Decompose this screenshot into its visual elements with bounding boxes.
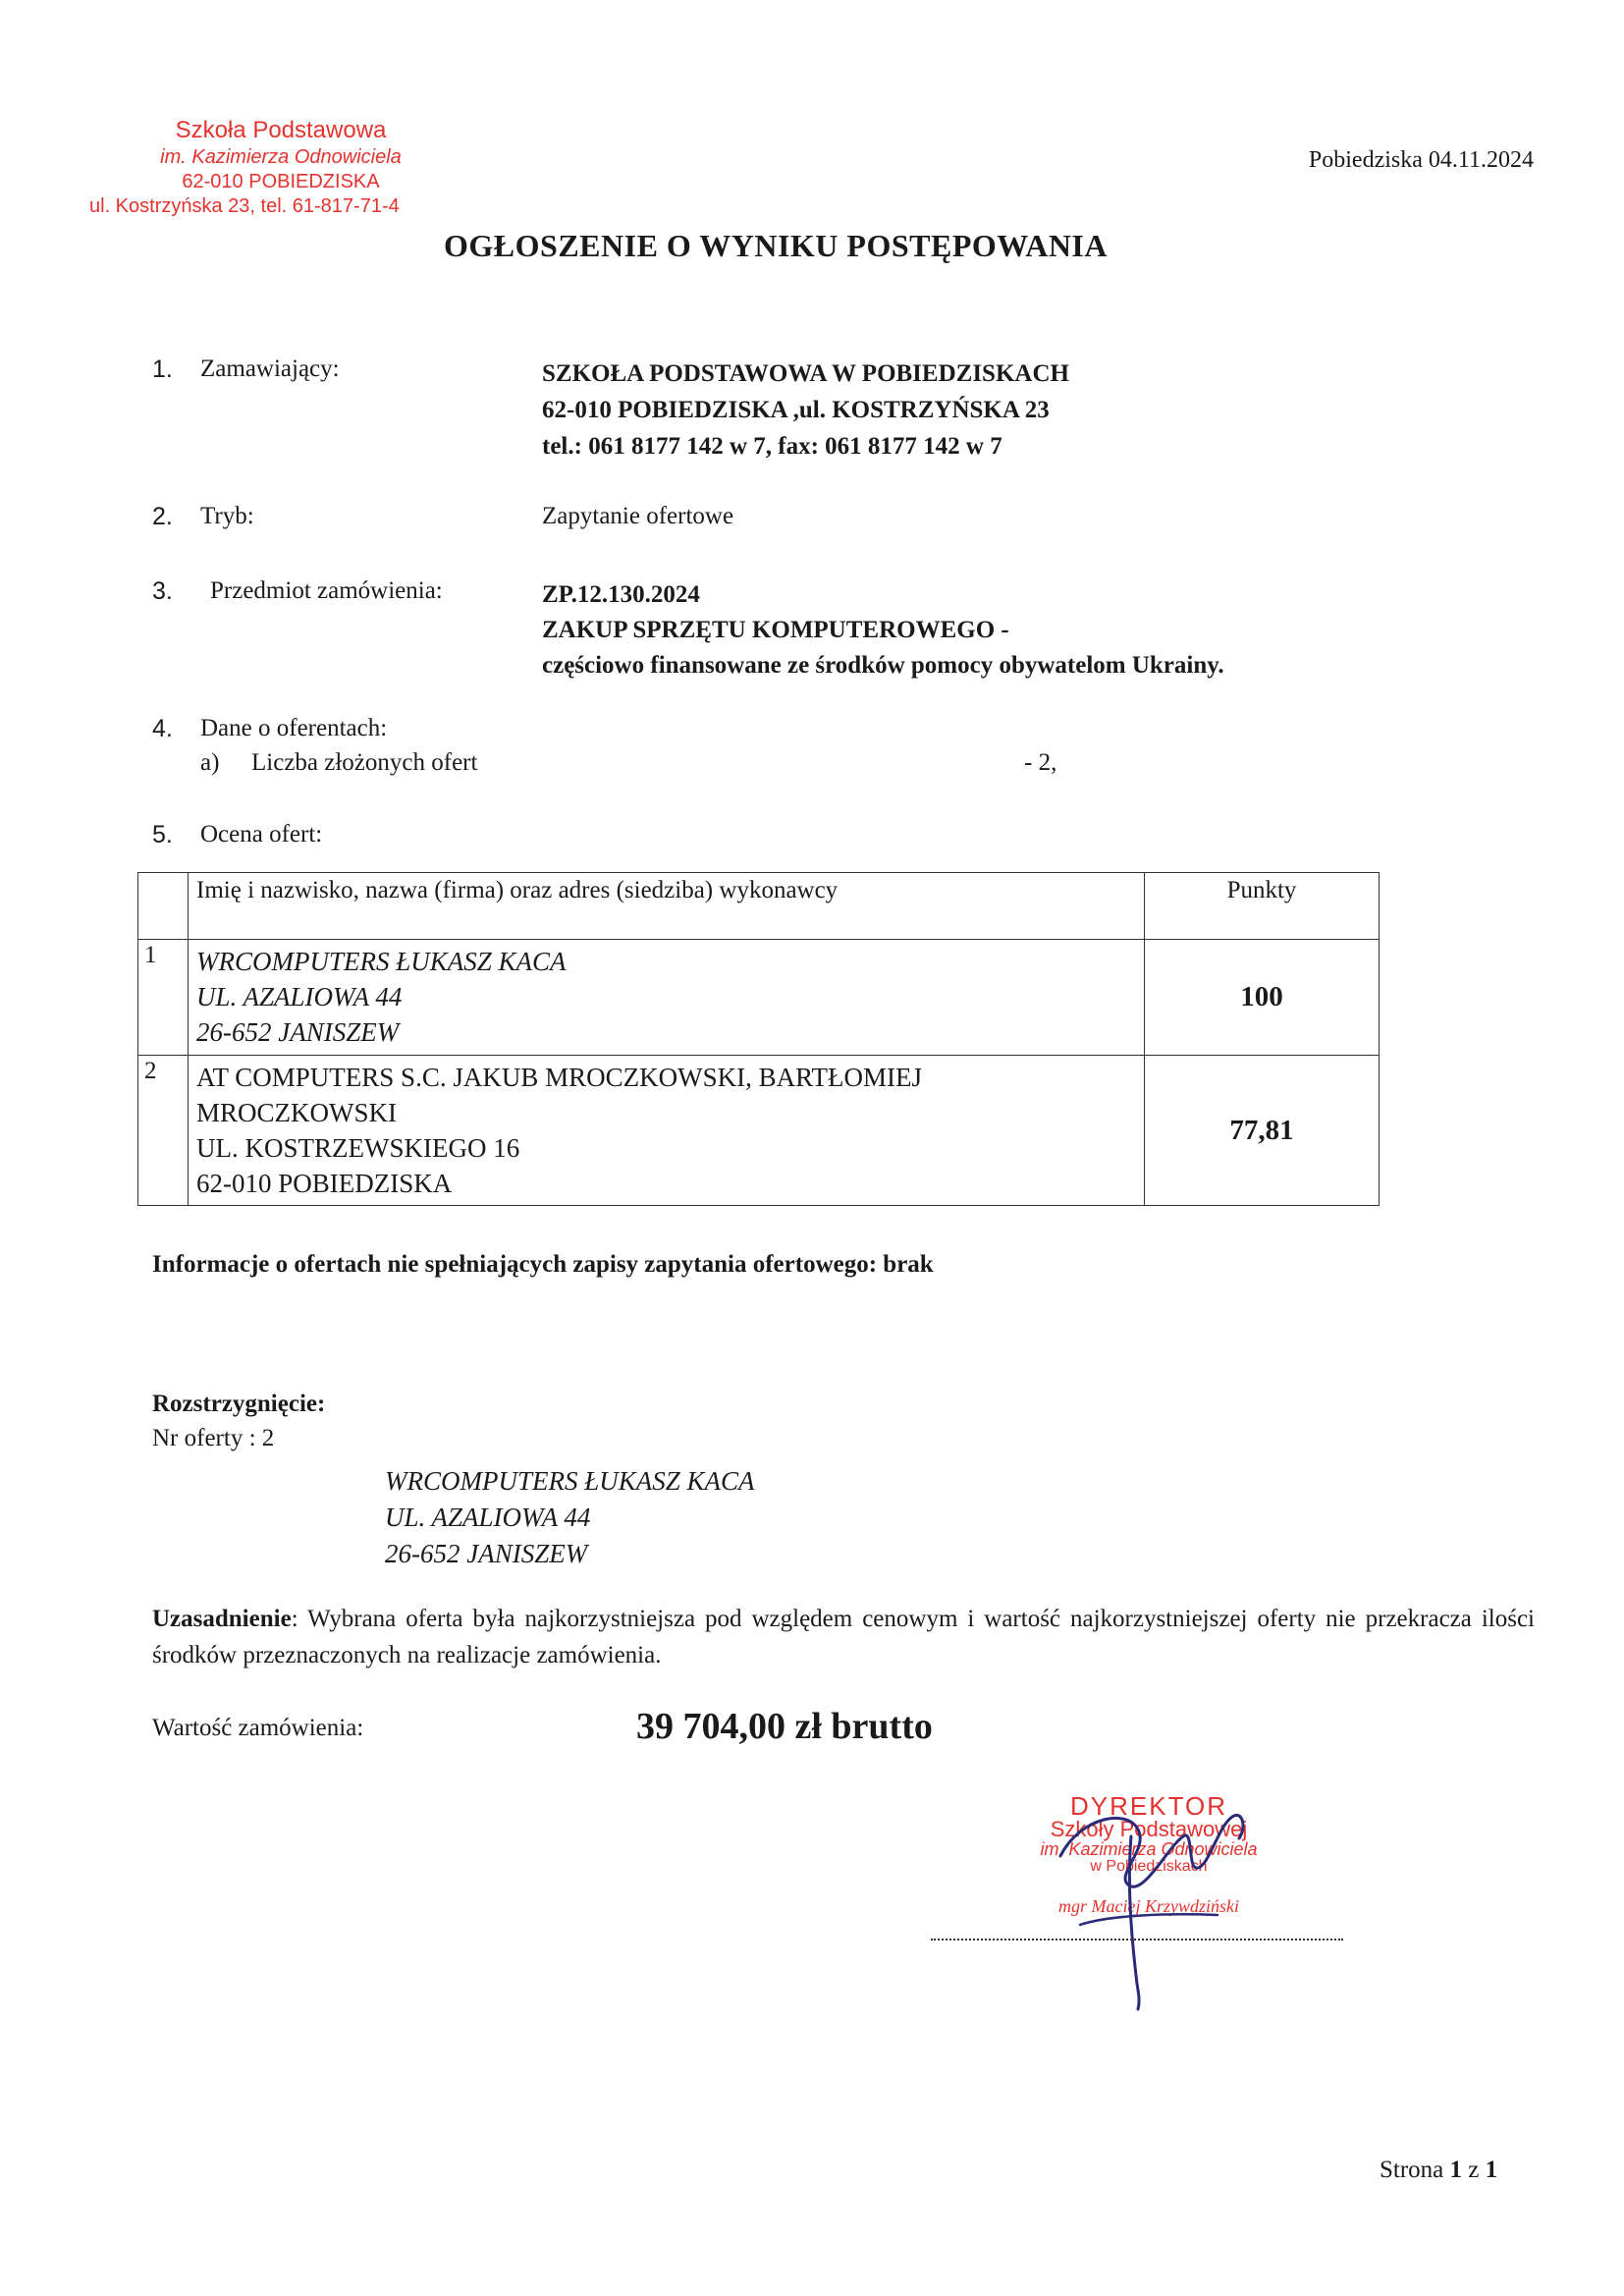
contractor-street: UL. AZALIOWA 44 [196,982,403,1011]
document-date: Pobiedziska 04.11.2024 [1308,147,1534,173]
purchaser-details [542,355,1069,465]
rejected-offers-info: Informacje o ofertach nie spełniających zapisy zapytania ofertowego: brak [152,1251,934,1278]
winner-street: UL. AZALIOWA 44 [385,1503,591,1532]
section-3-number: 3. [152,577,173,605]
school-stamp [89,116,467,219]
section-2-label: Tryb: [200,503,254,529]
section-4-label: Dane o oferentach: [200,715,388,741]
document-title: OGŁOSZENIE O WYNIKU POSTĘPOWANIA [444,228,1108,263]
contractor-name: WRCOMPUTERS ŁUKASZ KACA [196,947,567,976]
winner-city: 26-652 JANISZEW [385,1539,588,1568]
table-header-num [138,873,189,940]
director-stamp-line-3: im. Kazimierza Odnowiciela [1040,1839,1258,1859]
contractor-name-cont: MROCZKOWSKI [196,1098,398,1127]
stamp-line-2: im. Kazimierza Odnowiciela [160,146,402,168]
purchaser-name: SZKOŁA PODSTAWOWA W POBIEDZISKACH [542,360,1069,387]
stamp-line-3: 62-010 POBIEDZISKA [182,171,380,192]
offers-table [137,872,1380,1206]
section-4a-label: Liczba złożonych ofert [251,749,478,776]
section-4-number: 4. [152,715,173,742]
order-reference: ZP.12.130.2024 [542,581,700,608]
section-5-number: 5. [152,821,173,848]
section-1-label: Zamawiający: [200,355,340,382]
row-number: 2 [138,1056,189,1206]
page-total: 1 [1485,2157,1498,2183]
director-stamp-line-4: w Pobiedziskach [1090,1857,1208,1875]
section-3-label: Przedmiot zamówienia: [210,577,443,604]
procedure-mode: Zapytanie ofertowe [542,503,734,529]
row-points: 77,81 [1145,1056,1380,1206]
page-current: 1 [1449,2157,1463,2183]
table-header-contractor: Imię i nazwisko, nazwa (firma) oraz adres (siedziba) wykonawcy [189,873,1145,940]
table-row [138,1056,1380,1206]
contractor-name: AT COMPUTERS S.C. JAKUB MROCZKOWSKI, BARTŁOMIEJ [196,1063,922,1092]
justification-label: Uzasadnienie [152,1606,292,1632]
contractor-street: UL. KOSTRZEWSKIEGO 16 [196,1133,520,1163]
order-value-label: Wartość zamówienia: [152,1715,364,1741]
purchaser-contact: tel.: 061 8177 142 w 7, fax: 061 8177 142 w 7 [542,433,1002,460]
winning-contractor [385,1463,755,1572]
contractor-city: 26-652 JANISZEW [196,1017,400,1047]
purchaser-address: 62-010 POBIEDZISKA ,ul. KOSTRZYŃSKA 23 [542,397,1050,423]
section-5-label: Ocena ofert: [200,821,323,847]
contractor-city: 62-010 POBIEDZISKA [196,1169,453,1198]
justification-text: : Wybrana oferta była najkorzystniejsza pod względem cenowym i wartość najkorzystniejszej oferty nie przekracza ilości środków przeznaczonych na realizacje zamówienia. [152,1606,1535,1668]
stamp-line-1: Szkoła Podstawowa [175,117,387,143]
stamp-line-4: ul. Kostrzyńska 23, tel. 61-817-71-4 [89,195,400,217]
justification [152,1601,1535,1673]
director-stamp-line-5: mgr Maciej Krzywdziński [1058,1895,1239,1916]
offers-count: - 2, [1024,749,1057,776]
section-2-number: 2. [152,503,173,530]
winner-name: WRCOMPUTERS ŁUKASZ KACA [385,1466,755,1496]
page-of: z [1468,2157,1480,2183]
table-row [138,940,1380,1056]
table-header-points: Punkty [1145,873,1380,940]
section-4a-letter: a) [200,749,220,776]
director-stamp-line-1: DYREKTOR [1070,1791,1227,1821]
page-prefix: Strona [1380,2157,1444,2183]
decision-offer-number: Nr oferty : 2 [152,1425,275,1451]
handwritten-signature [1021,1777,1296,2013]
order-subject [542,577,1224,683]
director-stamp-line-2: Szkoły Podstawowej [1050,1817,1248,1841]
page-number [1380,2157,1497,2184]
order-value-amount: 39 704,00 zł brutto [636,1706,933,1747]
row-points: 100 [1145,940,1380,1056]
row-number: 1 [138,940,189,1056]
order-funding-note: częściowo finansowane ze środków pomocy obywatelom Ukrainy. [542,652,1224,679]
row-contractor [189,1056,1145,1206]
section-1-number: 1. [152,355,173,383]
row-contractor [189,940,1145,1056]
table-header-row [138,873,1380,940]
order-subject-line: ZAKUP SPRZĘTU KOMPUTEROWEGO - [542,617,1009,643]
decision-heading: Rozstrzygnięcie: [152,1391,326,1417]
signature-line [931,1937,1343,1941]
